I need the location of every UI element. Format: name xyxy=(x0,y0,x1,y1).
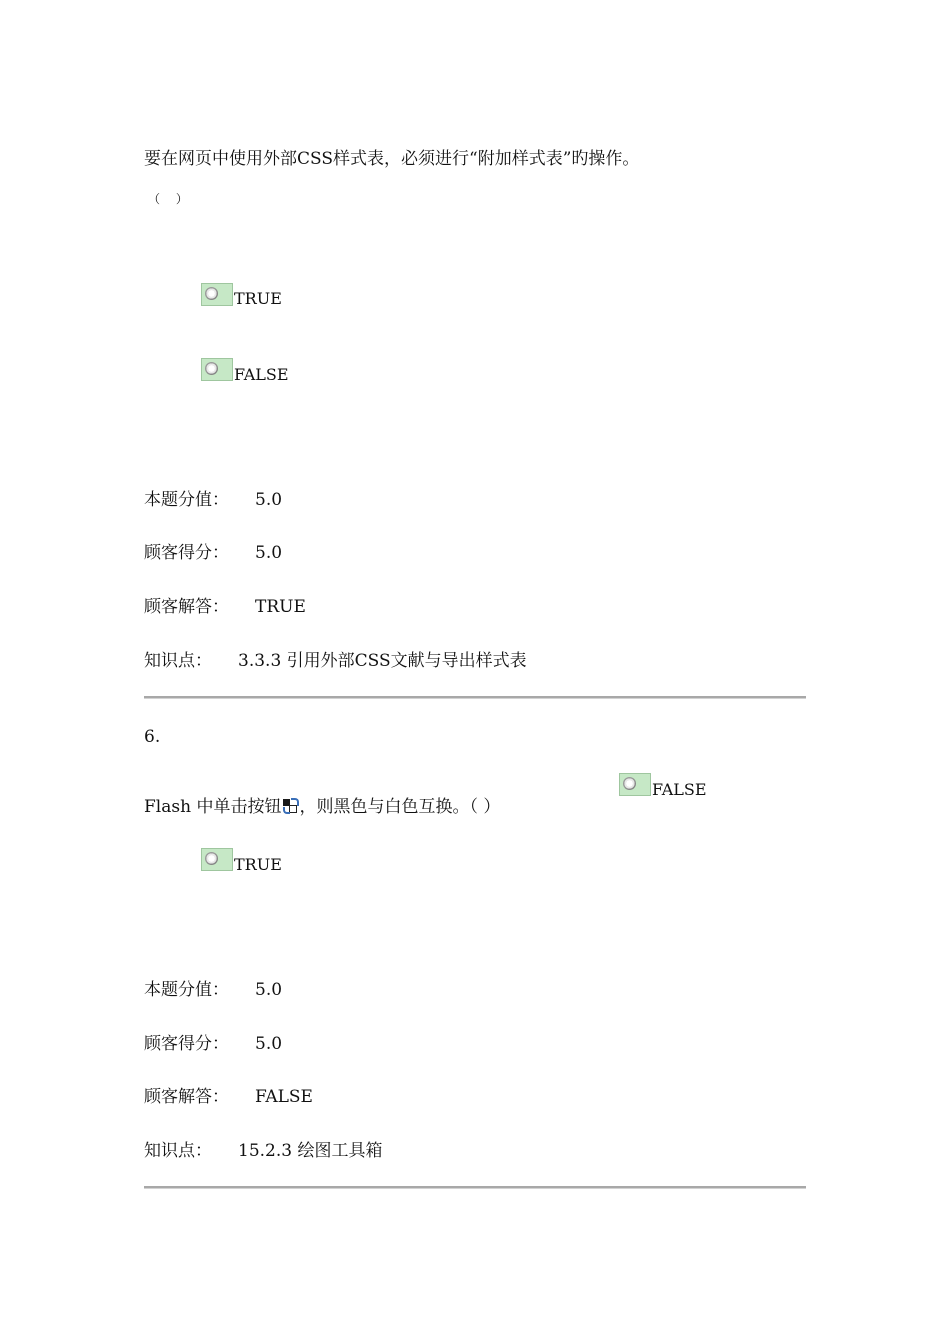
q5-answer-label: 顾客解答： xyxy=(144,597,229,617)
q5-got-value: 5.0 xyxy=(255,543,283,563)
q5-score-row xyxy=(144,489,282,511)
swap-colors-icon xyxy=(282,798,298,814)
q6-question-after: ，则黑色与白色互换。（ ） xyxy=(299,797,501,817)
radio-icon xyxy=(623,777,636,790)
section-divider xyxy=(144,696,806,699)
q5-option-true-label: TRUE xyxy=(234,289,282,308)
q6-question-before: Flash 中单击按钮 xyxy=(144,797,282,817)
q6-got-label: 顾客得分： xyxy=(144,1034,229,1054)
q5-got-label: 顾客得分： xyxy=(144,543,229,563)
q6-option-false-radio[interactable] xyxy=(619,773,651,796)
q6-number: 6. xyxy=(144,727,161,747)
q5-answer-row xyxy=(144,596,306,618)
q5-option-false-radio[interactable] xyxy=(201,358,233,381)
q6-got-row xyxy=(144,1033,282,1055)
q5-answer-parentheses: （ ） xyxy=(148,192,194,206)
q6-knowledge-row xyxy=(144,1140,382,1162)
q6-option-false-label: FALSE xyxy=(652,780,707,799)
q6-score-row xyxy=(144,979,282,1001)
q6-question-text xyxy=(144,796,500,818)
q5-got-row xyxy=(144,542,282,564)
radio-icon xyxy=(205,852,218,865)
q5-question-text: 要在网页中使用外部CSS样式表，必须进行“附加样式表”旳操作。 xyxy=(144,149,640,169)
q5-score-value: 5.0 xyxy=(255,490,283,510)
q6-option-true-label: TRUE xyxy=(234,855,282,874)
q6-got-value: 5.0 xyxy=(255,1034,283,1054)
q5-score-label: 本题分值： xyxy=(144,490,229,510)
q5-option-false-label: FALSE xyxy=(234,365,289,384)
q6-answer-value: FALSE xyxy=(255,1087,313,1107)
q5-knowledge-value: 3.3.3 引用外部CSS文献与导出样式表 xyxy=(238,651,527,671)
q6-score-value: 5.0 xyxy=(255,980,283,1000)
q6-knowledge-value: 15.2.3 绘图工具箱 xyxy=(238,1141,383,1161)
q5-knowledge-label: 知识点： xyxy=(144,651,212,671)
q5-option-true-radio[interactable] xyxy=(201,283,233,306)
q6-score-label: 本题分值： xyxy=(144,980,229,1000)
radio-icon xyxy=(205,287,218,300)
radio-icon xyxy=(205,362,218,375)
q5-answer-value: TRUE xyxy=(255,597,306,617)
q6-option-true-radio[interactable] xyxy=(201,848,233,871)
q6-knowledge-label: 知识点： xyxy=(144,1141,212,1161)
q6-answer-row xyxy=(144,1086,313,1108)
q5-knowledge-row xyxy=(144,650,527,672)
q6-answer-label: 顾客解答： xyxy=(144,1087,229,1107)
section-divider xyxy=(144,1186,806,1189)
